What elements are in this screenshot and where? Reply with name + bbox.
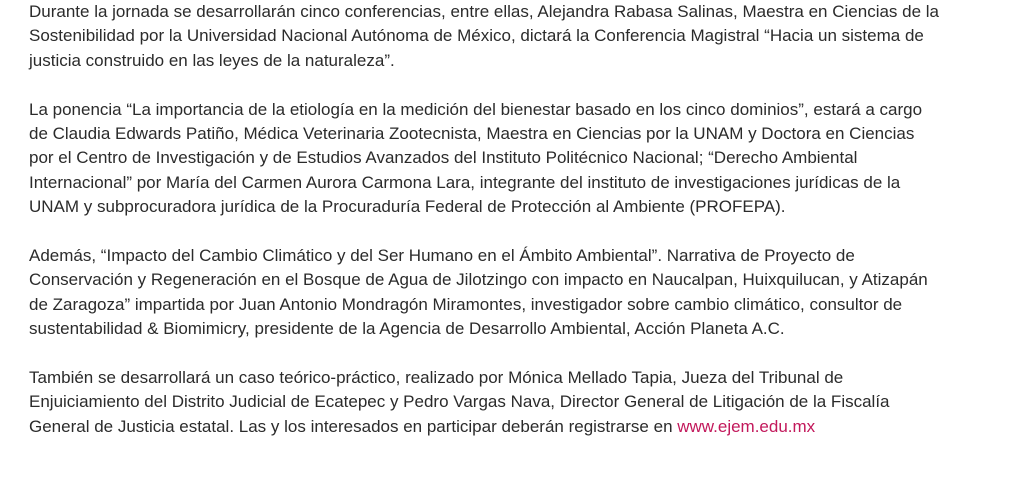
paragraph-line: sustentabilidad & Biomimicry, presidente de la Agencia de Desarrollo Ambiental, Acción Planeta A.C.: [29, 319, 785, 339]
paragraph-line: Internacional” por María del Carmen Aurora Carmona Lara, integrante del instituto de investigaciones jurídicas de la: [29, 172, 901, 192]
paragraph-line-with-link: [29, 415, 1019, 439]
paragraph-line: UNAM y subprocuradora jurídica de la Procuraduría Federal de Protección al Ambiente (PROFEPA).: [29, 197, 786, 217]
paragraph-impacto-climatico: [29, 244, 1019, 342]
paragraph-caso-practico: [29, 366, 1019, 439]
paragraph-conferences-intro: [29, 0, 1019, 73]
paragraph-line: por el Centro de Investigación y de Estudios Avanzados del Instituto Politécnico Nacional; “Derecho Ambiental: [29, 148, 858, 168]
paragraph-line: justicia construido en las leyes de la naturaleza”.: [29, 50, 395, 70]
paragraph-ponencias: [29, 98, 1019, 220]
paragraph-line: de Claudia Edwards Patiño, Médica Veterinaria Zootecnista, Maestra en Ciencias por la UNAM y Doctora en Ciencias: [29, 124, 915, 144]
paragraph-line: de Zaragoza” impartida por Juan Antonio Mondragón Miramontes, investigador sobre cambio climático, consultor de: [29, 294, 903, 314]
registration-link[interactable]: www.ejem.edu.mx: [677, 416, 816, 436]
paragraph-line: Durante la jornada se desarrollarán cinco conferencias, entre ellas, Alejandra Rabasa Salinas, Maestra en Ciencias de la: [29, 2, 940, 21]
paragraph-line: También se desarrollará un caso teórico-práctico, realizado por Mónica Mellado Tapia, Jueza del Tribunal de: [29, 368, 844, 388]
paragraph-line: La ponencia “La importancia de la etiología en la medición del bienestar basado en los cinco dominios”, estará a cargo: [29, 99, 923, 119]
article-body: [29, 0, 1019, 464]
registration-text: General de Justicia estatal. Las y los interesados en participar deberán registrarse en: [29, 416, 678, 436]
paragraph-line: Además, “Impacto del Cambio Climático y del Ser Humano en el Ámbito Ambiental”. Narrativa de Proyecto de: [29, 246, 855, 266]
paragraph-line: Enjuiciamiento del Distrito Judicial de Ecatepec y Pedro Vargas Nava, Director General de Litigación de la Fiscalía: [29, 392, 890, 412]
paragraph-line: Sostenibilidad por la Universidad Nacional Autónoma de México, dictará la Conferencia Magistral “Hacia un sistema de: [29, 26, 924, 46]
paragraph-line: Conservación y Regeneración en el Bosque de Agua de Jilotzingo con impacto en Naucalpan, Huixquilucan, y Atizapán: [29, 270, 928, 290]
